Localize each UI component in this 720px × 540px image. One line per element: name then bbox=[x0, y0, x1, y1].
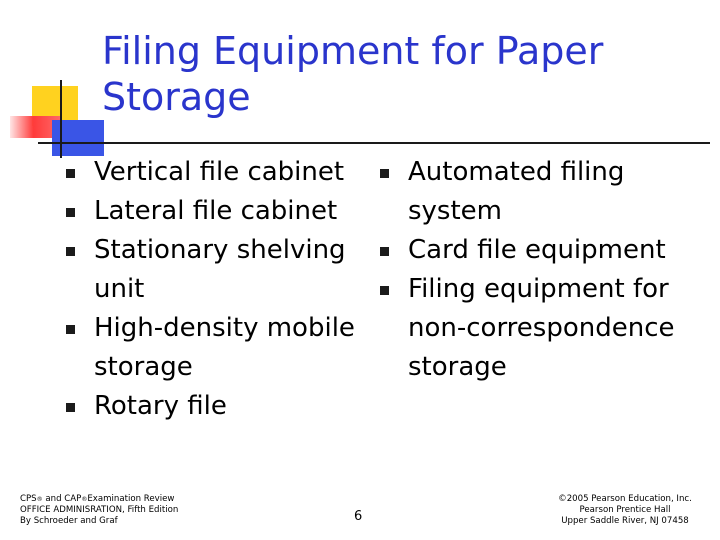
page-number: 6 bbox=[354, 509, 363, 524]
slide-title: Filing Equipment for Paper Storage bbox=[102, 29, 604, 119]
footer-edition: OFFICE ADMINISRATION, Fifth Edition bbox=[20, 505, 179, 515]
list-item bbox=[66, 387, 356, 426]
list-item bbox=[380, 270, 680, 387]
footer-cps: CPS bbox=[20, 494, 37, 504]
bullet-text: Stationary shelving unit bbox=[94, 235, 346, 304]
footer-authors: By Schroeder and Graf bbox=[20, 516, 118, 526]
square-bullet-icon bbox=[380, 247, 389, 256]
square-bullet-icon bbox=[66, 247, 75, 256]
footer-exam-review: Examination Review bbox=[87, 494, 175, 504]
square-bullet-icon bbox=[66, 403, 75, 412]
list-item bbox=[66, 309, 356, 387]
registered-mark: ® bbox=[36, 496, 43, 503]
list-item bbox=[66, 153, 356, 192]
square-bullet-icon bbox=[66, 208, 75, 217]
title-underline bbox=[38, 142, 710, 144]
bullet-text: Automated filing system bbox=[408, 157, 625, 226]
bullet-text: Lateral file cabinet bbox=[94, 196, 338, 226]
list-item bbox=[380, 231, 680, 270]
square-bullet-icon bbox=[380, 169, 389, 178]
list-item bbox=[66, 192, 356, 231]
square-bullet-icon bbox=[66, 325, 75, 334]
footer-left bbox=[20, 494, 178, 527]
left-bullet-list bbox=[66, 153, 356, 426]
registered-mark: ® bbox=[81, 496, 88, 503]
footer-publisher: Pearson Prentice Hall bbox=[579, 505, 671, 515]
footer-copyright: ©2005 Pearson Education, Inc. bbox=[558, 494, 692, 504]
right-bullet-list bbox=[380, 153, 680, 387]
bullet-text: High-density mobile storage bbox=[94, 313, 355, 382]
list-item bbox=[380, 153, 680, 231]
bullet-text: Card file equipment bbox=[408, 235, 666, 265]
bullet-text: Vertical file cabinet bbox=[94, 157, 345, 187]
bullet-text: Rotary file bbox=[94, 391, 227, 421]
list-item bbox=[66, 231, 356, 309]
bullet-text: Filing equipment for non-correspondence storage bbox=[408, 274, 675, 382]
decor-vertical-line bbox=[60, 80, 62, 158]
footer-cap: and CAP bbox=[42, 494, 82, 504]
square-bullet-icon bbox=[380, 286, 389, 295]
footer-address: Upper Saddle River, NJ 07458 bbox=[561, 516, 689, 526]
footer-right bbox=[540, 494, 710, 527]
square-bullet-icon bbox=[66, 169, 75, 178]
